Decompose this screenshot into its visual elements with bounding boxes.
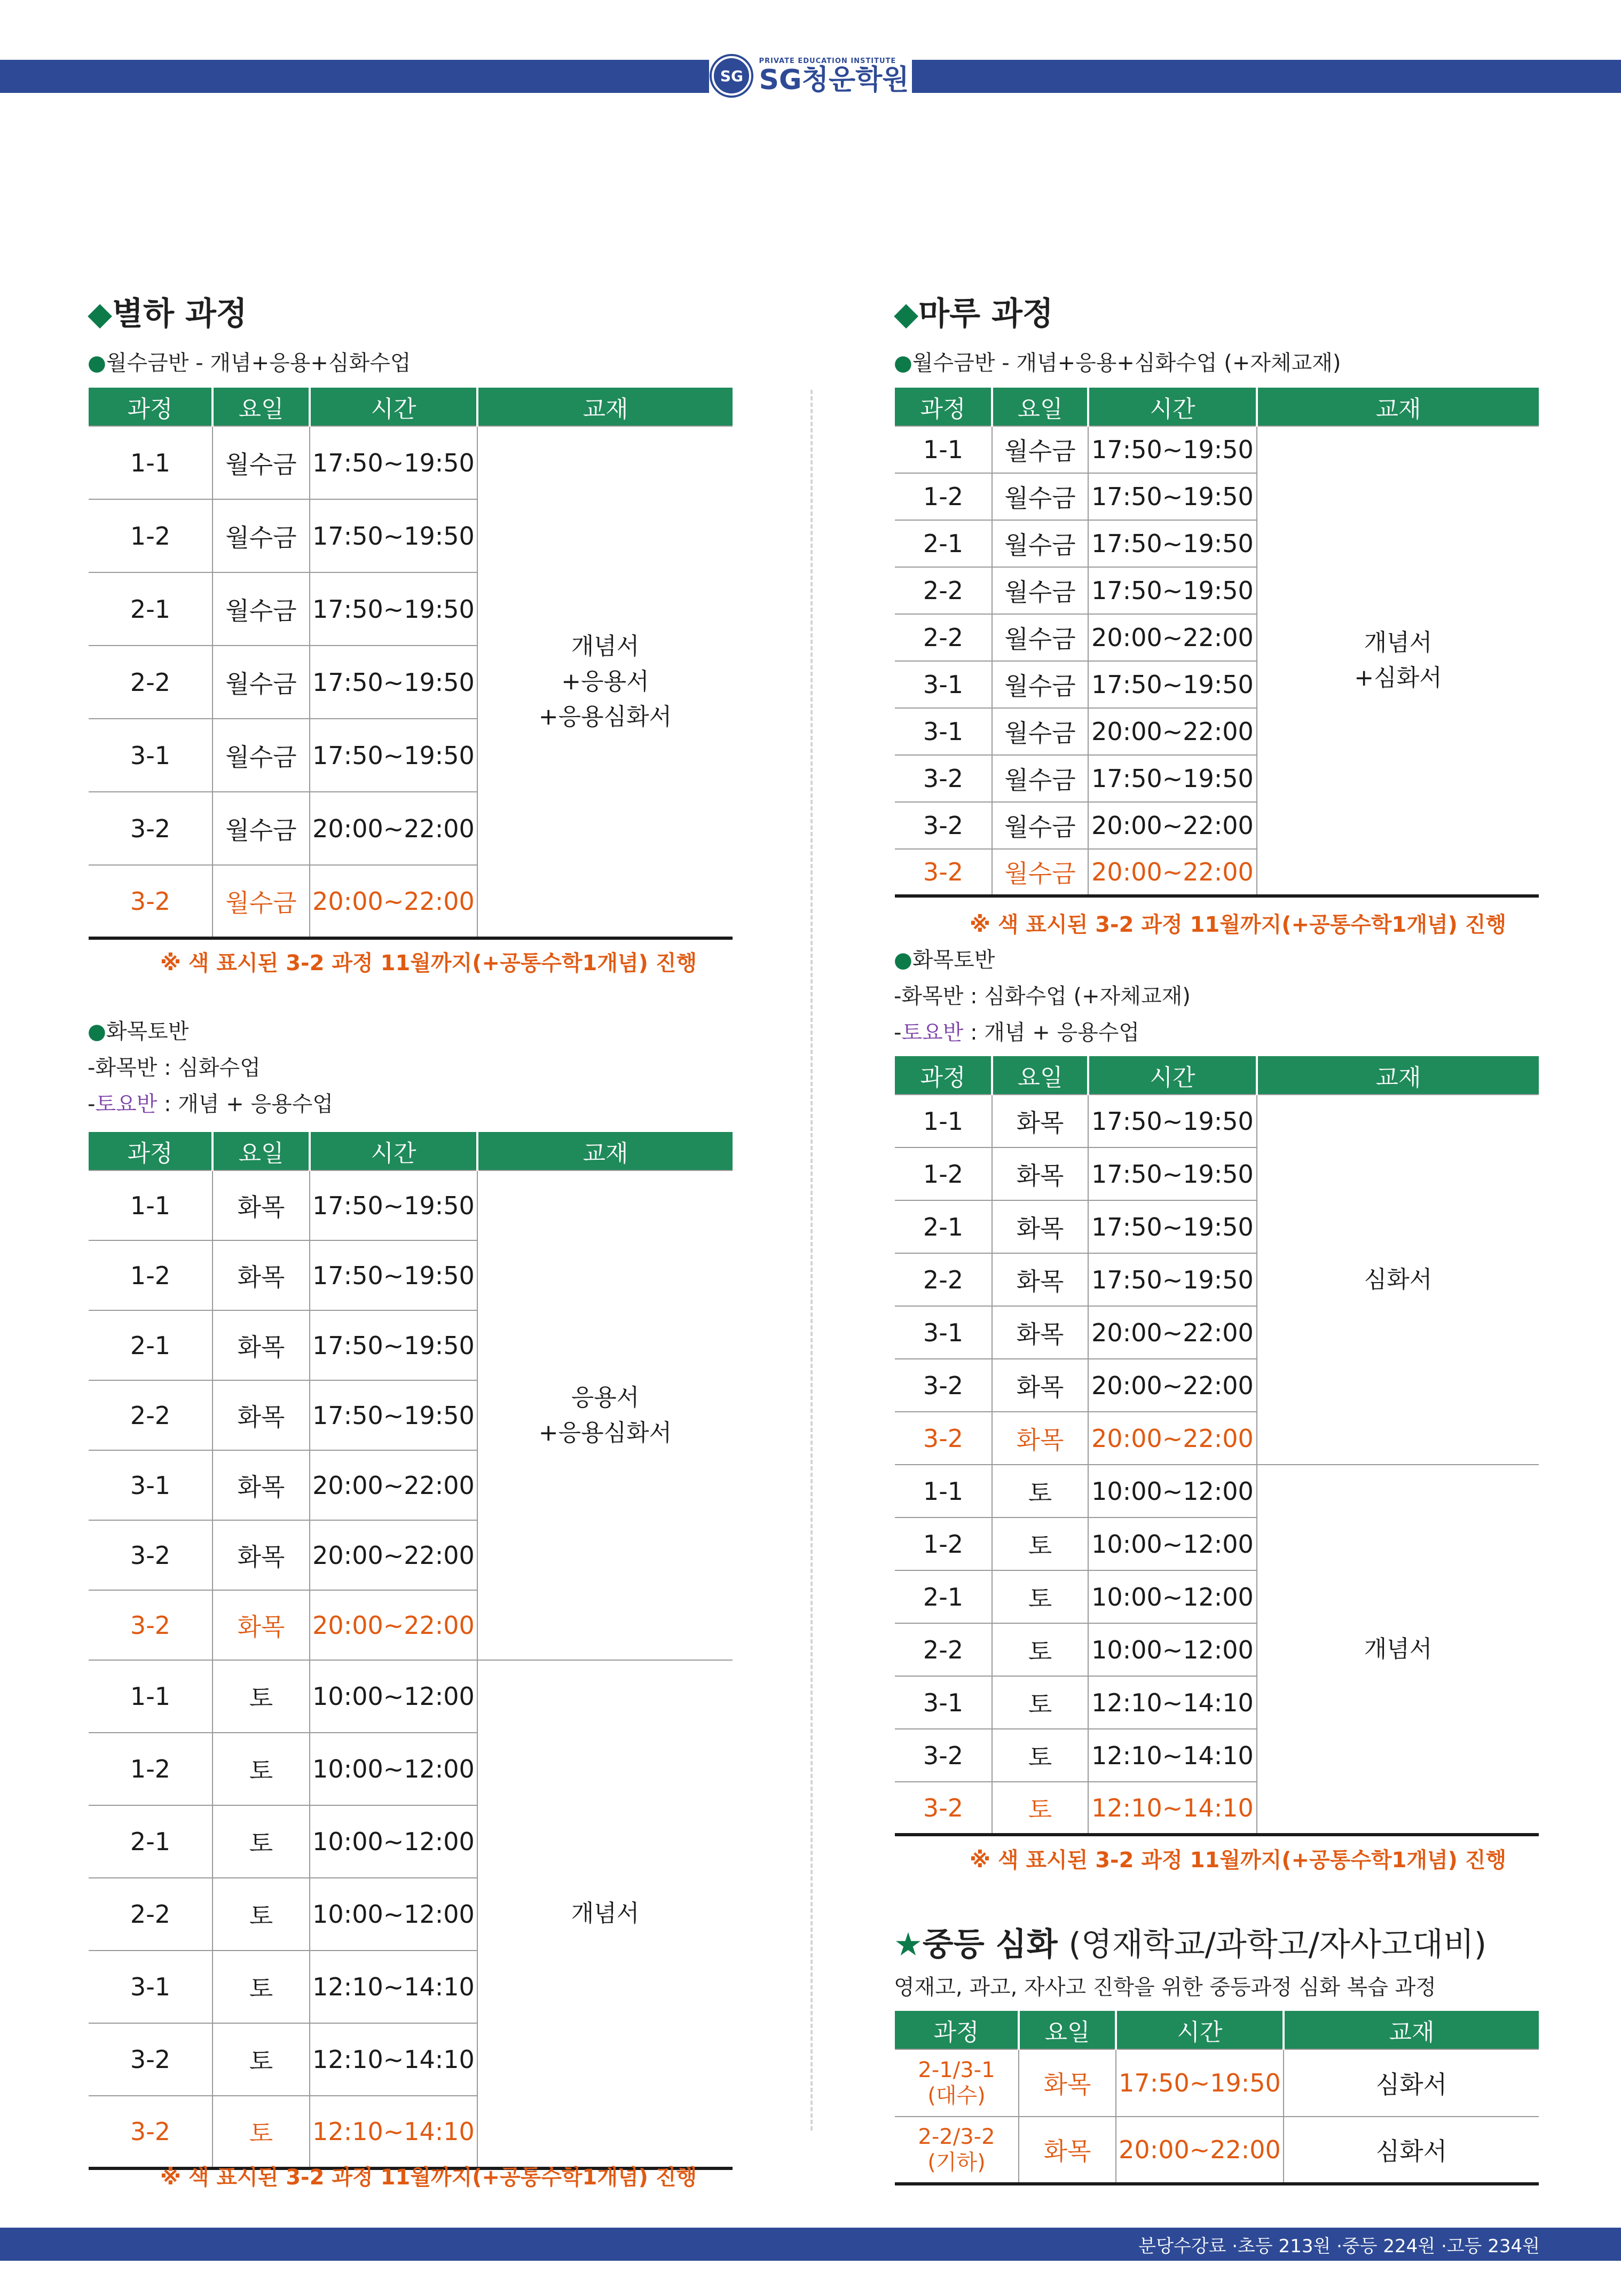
cell-course: 3-2: [89, 1520, 213, 1590]
byeolha-mwf-heading: [88, 346, 411, 376]
star-icon: ★: [894, 1926, 923, 1963]
cell-day: 토: [992, 1623, 1088, 1676]
cell-book: [1257, 1095, 1539, 1465]
maru-title-text: 마루 과정: [918, 295, 1053, 333]
maru-mwf-heading: [894, 346, 1341, 376]
tt-line-label: -화목반: [894, 984, 964, 1009]
col-day: 요일: [992, 1056, 1088, 1095]
cell-time: 10:00~12:00: [1088, 1570, 1257, 1623]
cell-day: 토: [213, 2096, 310, 2168]
byeolha-tts-label: 화목토반: [106, 1019, 189, 1044]
col-time: 시간: [1088, 1056, 1257, 1095]
cell-day: 월수금: [992, 708, 1088, 755]
cell-time: 17:50~19:50: [1088, 661, 1257, 708]
cell-time: 20:00~22:00: [1088, 614, 1257, 661]
col-day: 요일: [213, 1132, 310, 1170]
logo-text: [759, 57, 909, 95]
cell-day: 월수금: [992, 614, 1088, 661]
cell-course: [895, 2049, 1019, 2117]
cell-course: 1-2: [89, 499, 213, 572]
bottom-fee-bar: [0, 2228, 1621, 2261]
cell-book: [1257, 1465, 1539, 1835]
cell-day: 월수금: [213, 426, 310, 499]
circle-bullet-icon: ●: [894, 351, 912, 375]
cell-day: 토: [992, 1517, 1088, 1570]
byeolha-mwf-desc: 개념+응용+심화수업: [210, 351, 411, 375]
course-line: 2-1/3-1: [918, 2058, 995, 2082]
cell-day: 월수금: [992, 755, 1088, 802]
byeolha-mwf-label: 월수금반: [106, 351, 189, 375]
cell-day: 월수금: [992, 473, 1088, 520]
middle-title-paren: (영재학교/과학고/자사고대비): [1068, 1926, 1487, 1963]
cell-day: 화목: [213, 1520, 310, 1590]
cell-course: 1-1: [89, 1170, 213, 1240]
diamond-icon: ◆: [88, 295, 113, 333]
middle-desc: 영재고, 과고, 자사고 진학을 위한 중등과정 심화 복습 과정: [894, 1975, 1436, 2000]
cell-course: 1-2: [89, 1240, 213, 1310]
cell-time: 17:50~19:50: [310, 1310, 477, 1380]
cell-course: 1-1: [89, 426, 213, 499]
cell-time: 12:10~14:10: [310, 1951, 477, 2023]
cell-day: 토: [213, 1805, 310, 1878]
table-row: [895, 2049, 1539, 2117]
cell-day: 월수금: [213, 865, 310, 938]
sat-line-label: 토요반: [95, 1092, 158, 1116]
col-course: 과정: [895, 388, 992, 426]
cell-time: 20:00~22:00: [310, 1590, 477, 1660]
cell-day: 화목: [213, 1240, 310, 1310]
maru-mwf-label: 월수금반: [912, 351, 995, 375]
cell-time: 20:00~22:00: [310, 1520, 477, 1590]
table-row: [89, 1170, 733, 1240]
cell-time: 17:50~19:50: [310, 1380, 477, 1450]
middle-table: [895, 2011, 1539, 2185]
cell-course: 3-1: [89, 1951, 213, 2023]
table-header-row: [895, 1056, 1539, 1095]
cell-course: 1-2: [895, 473, 992, 520]
cell-time: 17:50~19:50: [310, 499, 477, 572]
dash-separator: -: [1002, 351, 1017, 375]
cell-time: 10:00~12:00: [310, 1733, 477, 1805]
table-row: [895, 1465, 1539, 1517]
cell-day: 월수금: [213, 719, 310, 792]
cell-day: 토: [992, 1729, 1088, 1782]
cell-course: 3-2: [89, 1590, 213, 1660]
table-row: [895, 1095, 1539, 1147]
cell-course: 1-1: [895, 1465, 992, 1517]
cell-day: 월수금: [992, 849, 1088, 896]
col-time: 시간: [1116, 2011, 1284, 2049]
cell-course: 1-2: [89, 1733, 213, 1805]
book-line: +응용심화서: [538, 703, 672, 730]
table-row: [89, 1660, 733, 1733]
tt-line-desc: : 심화수업 (+자체교재): [970, 984, 1191, 1009]
cell-course: 3-1: [895, 1306, 992, 1359]
book-line: 개념서: [571, 1900, 640, 1927]
cell-course: 2-2: [895, 567, 992, 614]
cell-time: 20:00~22:00: [1088, 1412, 1257, 1465]
cell-time: 17:50~19:50: [1088, 1147, 1257, 1200]
cell-day: 화목: [213, 1380, 310, 1450]
table-row: [89, 426, 733, 499]
maru-mwf-desc: 개념+응용+심화수업 (+자체교재): [1016, 351, 1341, 375]
table-header-row: [895, 2011, 1539, 2049]
cell-time: 20:00~22:00: [1088, 1306, 1257, 1359]
byeolha-sat-line: [88, 1087, 333, 1118]
col-book: 교재: [1257, 388, 1539, 426]
cell-course: 3-1: [895, 708, 992, 755]
book-line: +응용심화서: [538, 1419, 672, 1446]
cell-day: 화목: [992, 1147, 1088, 1200]
cell-time: 17:50~19:50: [310, 1240, 477, 1310]
cell-course: 3-1: [89, 719, 213, 792]
cell-course: 2-1: [89, 1310, 213, 1380]
cell-course: 3-2: [895, 755, 992, 802]
cell-course: 3-1: [895, 661, 992, 708]
cell-course: 1-1: [895, 426, 992, 473]
book-line: +심화서: [1354, 664, 1442, 691]
cell-time: 12:10~14:10: [1088, 1676, 1257, 1729]
cell-day: 토: [992, 1570, 1088, 1623]
cell-time: 20:00~22:00: [310, 792, 477, 865]
cell-book: [1257, 426, 1539, 896]
cell-day: 토: [213, 1660, 310, 1733]
cell-course: 1-1: [89, 1660, 213, 1733]
cell-time: 17:50~19:50: [1088, 520, 1257, 567]
cell-course: 2-2: [89, 1878, 213, 1951]
byeolha-tts-heading: [88, 1015, 188, 1045]
cell-book: 심화서: [1284, 2049, 1539, 2117]
byeolha-note: ※ 색 표시된 3-2 과정 11월까지(+공통수학1개념) 진행: [160, 951, 697, 976]
cell-course: 1-2: [895, 1517, 992, 1570]
cell-day: 화목: [213, 1170, 310, 1240]
cell-time: 10:00~12:00: [1088, 1623, 1257, 1676]
course-line: (기하): [927, 2150, 986, 2175]
cell-time: 20:00~22:00: [1116, 2117, 1284, 2184]
dash-separator: -: [195, 351, 210, 375]
col-time: 시간: [310, 388, 477, 426]
cell-course: 2-1: [89, 1805, 213, 1878]
cell-day: 월수금: [213, 572, 310, 646]
cell-time: 17:50~19:50: [1088, 1200, 1257, 1253]
cell-day: 화목: [992, 1253, 1088, 1306]
cell-time: 17:50~19:50: [1088, 473, 1257, 520]
cell-day: 토: [213, 1733, 310, 1805]
cell-day: 토: [992, 1782, 1088, 1835]
cell-time: 20:00~22:00: [1088, 802, 1257, 849]
sat-line-prefix: -: [88, 1092, 96, 1116]
cell-time: 17:50~19:50: [1116, 2049, 1284, 2117]
col-course: 과정: [89, 1132, 213, 1170]
cell-time: 12:10~14:10: [310, 2096, 477, 2168]
col-book: 교재: [477, 388, 733, 426]
cell-day: 월수금: [213, 499, 310, 572]
book-line: 개념서: [1364, 629, 1433, 656]
cell-day: 화목: [1019, 2117, 1116, 2184]
book-line: 개념서: [1364, 1635, 1433, 1663]
maru-tts-heading: [894, 943, 995, 973]
table-header-row: [895, 388, 1539, 426]
cell-time: 10:00~12:00: [1088, 1465, 1257, 1517]
cell-day: 월수금: [992, 802, 1088, 849]
sat-line-desc: : 개념 + 응용수업: [164, 1092, 334, 1116]
maru-tt-line: [894, 979, 1191, 1010]
sg-badge-icon: SG: [712, 56, 751, 96]
maru-note: ※ 색 표시된 3-2 과정 11월까지(+공통수학1개념) 진행: [970, 913, 1507, 937]
cell-time: 12:10~14:10: [310, 2023, 477, 2096]
cell-day: 화목: [1019, 2049, 1116, 2117]
cell-course: 2-1: [895, 1200, 992, 1253]
col-time: 시간: [310, 1132, 477, 1170]
cell-time: 10:00~12:00: [310, 1660, 477, 1733]
cell-day: 월수금: [992, 661, 1088, 708]
col-book: 교재: [1257, 1056, 1539, 1095]
middle-title: [894, 1919, 1486, 1965]
byeolha-tts-table: [89, 1132, 733, 2170]
cell-course: 3-1: [89, 1450, 213, 1520]
maru-tts-label: 화목토반: [912, 948, 995, 972]
col-book: 교재: [477, 1132, 733, 1170]
maru-sat-line: [894, 1016, 1139, 1046]
cell-time: 17:50~19:50: [1088, 1253, 1257, 1306]
cell-day: 화목: [992, 1359, 1088, 1412]
cell-day: 화목: [992, 1412, 1088, 1465]
cell-day: 화목: [992, 1095, 1088, 1147]
cell-day: 토: [213, 1951, 310, 2023]
byeolha-title-text: 별하 과정: [112, 295, 247, 333]
cell-time: 20:00~22:00: [310, 865, 477, 938]
logo-name: SG청운학원: [759, 64, 909, 96]
sat-line-label: 토요반: [901, 1020, 964, 1045]
cell-time: 12:10~14:10: [1088, 1729, 1257, 1782]
course-line: (대수): [927, 2083, 986, 2108]
cell-course: 2-1: [895, 520, 992, 567]
cell-time: 20:00~22:00: [310, 1450, 477, 1520]
cell-course: 3-2: [895, 1729, 992, 1782]
book-line: 응용서: [571, 1383, 640, 1411]
cell-course: 3-2: [895, 1412, 992, 1465]
cell-course: 2-2: [895, 614, 992, 661]
cell-day: 월수금: [992, 567, 1088, 614]
cell-day: 월수금: [992, 426, 1088, 473]
cell-time: 10:00~12:00: [1088, 1517, 1257, 1570]
col-course: 과정: [895, 2011, 1019, 2049]
cell-time: 17:50~19:50: [310, 646, 477, 719]
cell-time: 17:50~19:50: [1088, 1095, 1257, 1147]
maru-title: [894, 288, 1053, 334]
cell-course: 3-2: [89, 2096, 213, 2168]
book-line: +응용서: [561, 667, 649, 695]
middle-title-text: 중등 심화: [922, 1926, 1058, 1963]
byeolha-note2: ※ 색 표시된 3-2 과정 11월까지(+공통수학1개념) 진행: [160, 2165, 697, 2190]
col-course: 과정: [89, 388, 213, 426]
cell-course: 2-1: [895, 1570, 992, 1623]
cell-day: 토: [213, 2023, 310, 2096]
cell-book: [477, 426, 733, 938]
academy-logo: [709, 51, 912, 100]
cell-course: 3-2: [89, 792, 213, 865]
col-day: 요일: [1019, 2011, 1116, 2049]
course-line: 2-2/3-2: [918, 2125, 995, 2149]
cell-day: 월수금: [213, 646, 310, 719]
col-book: 교재: [1284, 2011, 1539, 2049]
cell-day: 화목: [213, 1310, 310, 1380]
cell-time: 20:00~22:00: [1088, 849, 1257, 896]
cell-course: 3-2: [895, 1359, 992, 1412]
cell-time: 10:00~12:00: [310, 1805, 477, 1878]
tt-line-desc: : 심화수업: [164, 1056, 261, 1080]
maru-mwf-table: [895, 388, 1539, 898]
cell-day: 화목: [213, 1450, 310, 1520]
circle-bullet-icon: ●: [88, 1019, 106, 1044]
col-time: 시간: [1088, 388, 1257, 426]
cell-day: 월수금: [992, 520, 1088, 567]
table-row: [895, 426, 1539, 473]
col-day: 요일: [213, 388, 310, 426]
cell-book: [477, 1170, 733, 1660]
logo-subtitle: PRIVATE EDUCATION INSTITUTE: [759, 57, 896, 65]
cell-day: 토: [992, 1676, 1088, 1729]
cell-day: 토: [992, 1465, 1088, 1517]
byeolha-tt-line: [88, 1051, 261, 1081]
cell-time: 20:00~22:00: [1088, 1359, 1257, 1412]
cell-course: 3-2: [895, 849, 992, 896]
table-header-row: [89, 388, 733, 426]
cell-time: 17:50~19:50: [1088, 426, 1257, 473]
byeolha-title: [88, 288, 247, 334]
cell-course: 3-2: [895, 1782, 992, 1835]
maru-note2: ※ 색 표시된 3-2 과정 11월까지(+공통수학1개념) 진행: [970, 1848, 1507, 1873]
cell-day: 월수금: [213, 792, 310, 865]
cell-time: 17:50~19:50: [1088, 567, 1257, 614]
cell-course: 2-2: [89, 1380, 213, 1450]
col-day: 요일: [992, 388, 1088, 426]
cell-course: 2-2: [895, 1623, 992, 1676]
cell-course: 3-2: [895, 802, 992, 849]
circle-bullet-icon: ●: [894, 948, 912, 972]
cell-book: 심화서: [1284, 2117, 1539, 2184]
cell-day: 화목: [213, 1590, 310, 1660]
book-line: 심화서: [1364, 1265, 1433, 1293]
maru-tts-table: [895, 1056, 1539, 1836]
sat-line-desc: : 개념 + 응용수업: [970, 1020, 1140, 1045]
book-line: 개념서: [571, 632, 640, 660]
tt-line-label: -화목반: [88, 1056, 158, 1080]
cell-course: 2-2: [895, 1253, 992, 1306]
cell-day: 화목: [992, 1306, 1088, 1359]
cell-course: 1-2: [895, 1147, 992, 1200]
cell-book: [477, 1660, 733, 2168]
column-divider: [810, 390, 813, 2130]
circle-bullet-icon: ●: [88, 351, 106, 375]
cell-course: 3-1: [895, 1676, 992, 1729]
cell-time: 20:00~22:00: [1088, 708, 1257, 755]
cell-course: 3-2: [89, 865, 213, 938]
cell-course: 3-2: [89, 2023, 213, 2096]
cell-course: 1-1: [895, 1095, 992, 1147]
col-course: 과정: [895, 1056, 992, 1095]
cell-course: 2-2: [89, 646, 213, 719]
cell-time: 17:50~19:50: [310, 1170, 477, 1240]
cell-course: [895, 2117, 1019, 2184]
cell-time: 17:50~19:50: [310, 426, 477, 499]
cell-day: 토: [213, 1878, 310, 1951]
cell-time: 12:10~14:10: [1088, 1782, 1257, 1835]
cell-day: 화목: [992, 1200, 1088, 1253]
sat-line-prefix: -: [894, 1020, 902, 1045]
cell-course: 2-1: [89, 572, 213, 646]
cell-time: 17:50~19:50: [1088, 755, 1257, 802]
byeolha-mwf-table: [89, 388, 733, 940]
table-row: [895, 2117, 1539, 2184]
fee-text: 분당수강료 ·초등 213원 ·중등 224원 ·고등 234원: [1138, 2235, 1540, 2257]
cell-time: 10:00~12:00: [310, 1878, 477, 1951]
diamond-icon: ◆: [894, 295, 919, 333]
cell-time: 17:50~19:50: [310, 572, 477, 646]
cell-time: 17:50~19:50: [310, 719, 477, 792]
table-header-row: [89, 1132, 733, 1170]
